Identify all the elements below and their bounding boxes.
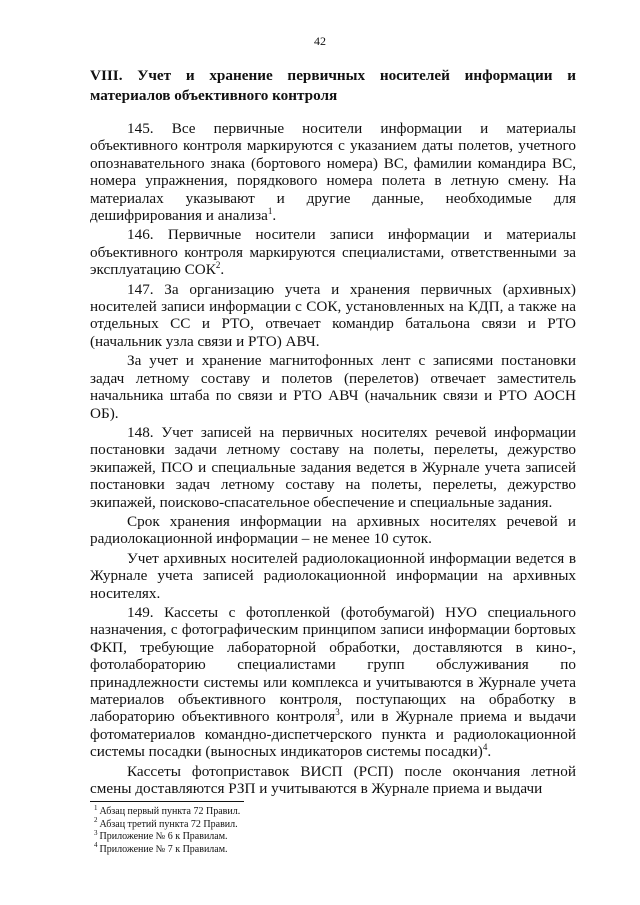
section-title: [90, 66, 576, 106]
footnote-ref: 4: [482, 742, 488, 753]
paragraph-archive-accounting: Учет архивных носителей радиолокационной информации ведется в Журнале учета записей радиолокационной информации на архивных носителях.: [90, 549, 576, 602]
paragraph-149: 149. Кассеты с фотопленкой (фотобумагой) НУО специального назначения, с фотографическим принципом записи информации бортовых ФКП, требующие лабораторной обработки, доставляются в кино-, фотолабораторию специалистами групп обслуживания по принадлежности системы или комплекса и учитываются в Журнале учета материалов объективного контроля, поступающих на обработку в лабораторию объективного контроля$^3$, или в Журнале приема и выдачи фотоматериалов командно-диспетчерского пункта и радиолокационной системы посадки (выносных индикаторов системы посадки)$^4$.: [90, 603, 576, 761]
footnote-ref: 2: [215, 260, 221, 271]
page-number: 42: [314, 34, 326, 48]
document-body: [90, 120, 576, 797]
paragraph-visp-cassettes: Кассеты фотоприставок ВИСП (РСП) после окончания летной смены доставляются РЗП и учитываются в Журнале приема и выдачи: [90, 762, 576, 798]
footnotes: [94, 803, 394, 856]
footnote-divider: [90, 801, 244, 802]
footnote: $^3$ Приложение № 6 к Правилам.: [94, 828, 228, 842]
footnote: $^2$ Абзац третий пункта 72 Правил.: [94, 816, 238, 830]
footnote: $^1$ Абзац первый пункта 72 Правил.: [94, 803, 241, 817]
paragraph-storage-term: Срок хранения информации на архивных носителях речевой и радиолокационной информации – не менее 10 суток.: [90, 512, 576, 548]
footnote-ref: 3: [335, 707, 340, 718]
section-title-line-1: VIII. Учет и хранение первичных носителей информации и: [90, 67, 576, 84]
paragraph-146: 146. Первичные носители записи информации и материалы объективного контроля маркируются специалистами, ответственными за эксплуатацию СОК$^2$.: [90, 226, 576, 279]
paragraph-148: 148. Учет записей на первичных носителях речевой информации постановки задачи летному составу на полеты, перелеты, дежурство экипажей, ПСО и специальные задания ведется в Журнале учета записей постановки задач летному составу на полеты, перелеты, дежурство экипажей, поисково-спасательное обеспечение и специальные задания.: [90, 423, 576, 511]
paragraph-147: 147. За организацию учета и хранения первичных (архивных) носителей записи информации с СОК, установленных на КДП, а также на отдельных СС и РТО, отвечает командир батальона связи и РТО (начальник узла связи и РТО) АВЧ.: [90, 280, 576, 350]
paragraph-147-cont: За учет и хранение магнитофонных лент с записями постановки задач летному составу и полетов (перелетов) отвечает заместитель начальника штаба по связи и РТО АВЧ (начальник связи и РТО АОСН ОБ).: [90, 352, 576, 422]
footnote-ref: 1: [267, 205, 273, 216]
section-title-line-2: материалов объективного контроля: [90, 87, 338, 104]
footnote: $^4$ Приложение № 7 к Правилам.: [94, 841, 228, 855]
paragraph-145: 145. Все первичные носители информации и материалы объективного контроля маркируются с указанием даты полетов, учетного опознавательного знака (бортового номера) ВС, фамилии командира ВС, номера упражнения, порядкового номера полета в летную смену. На материалах указывают и другие данные, необходимые для дешифрирования и анализа$^1$.: [90, 120, 576, 225]
